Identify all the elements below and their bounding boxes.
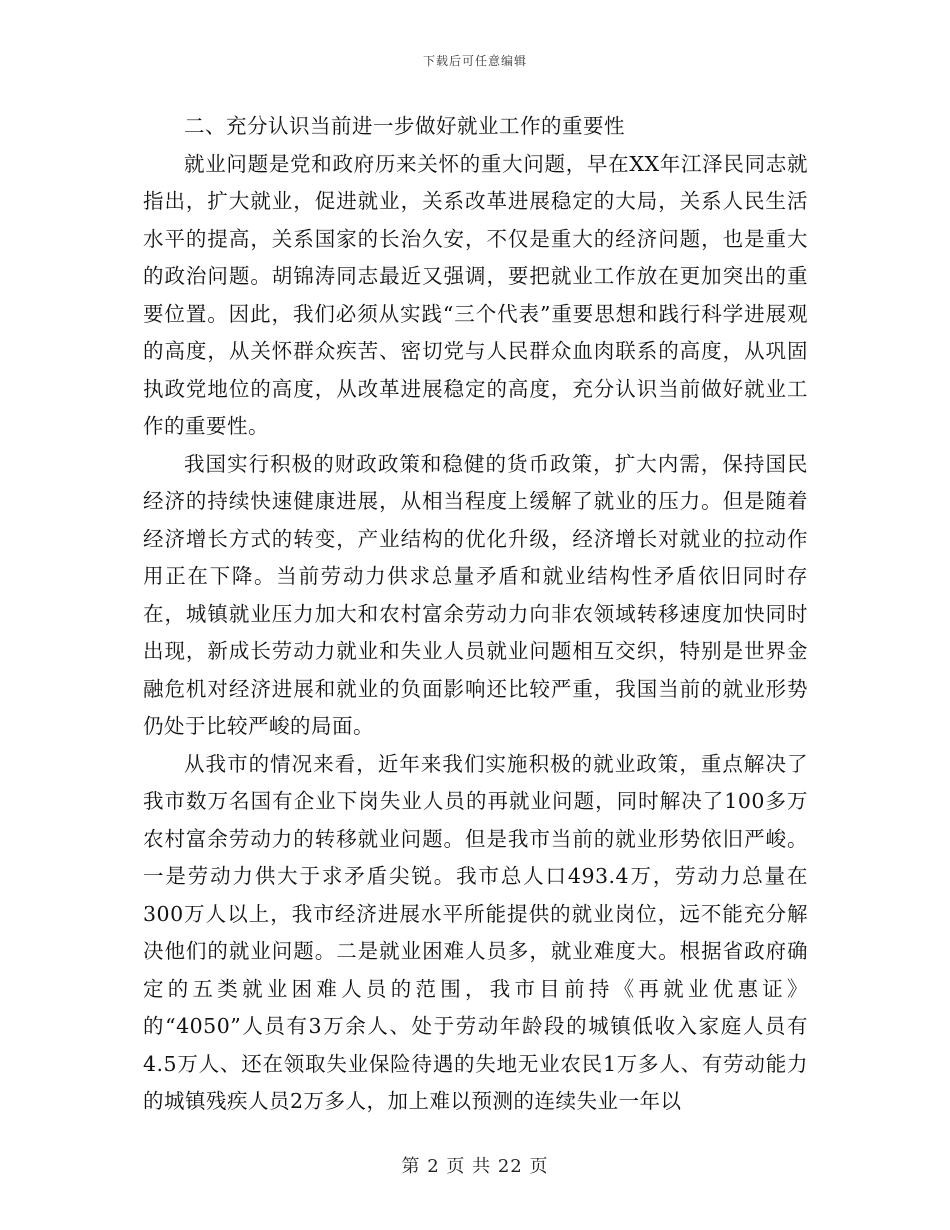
- paragraph-2: 我国实行积极的财政政策和稳健的货币政策，扩大内需，保持国民经济的持续快速健康进展，从相当程度上缓解了就业的压力。但是随着经济增长方式的转变，产业结构的优化升级，经济增长对就业的拉动作用正在下降。当前劳动力供求总量矛盾和就业结构性矛盾依旧同时存在，城镇就业压力加大和农村富余劳动力向非农领域转移速度加快同时出现，新成长劳动力就业和失业人员就业问题相互交织，特别是世界金融危机对经济进展和就业的负面影响还比较严重，我国当前的就业形势仍处于比较严峻的局面。: [143, 451, 808, 738]
- header-note: 下载后可任意编辑: [422, 54, 527, 68]
- section-heading: 二、充分认识当前进一步做好就业工作的重要性: [184, 114, 625, 138]
- document-body: [143, 108, 808, 1121]
- page-number-footer: 第 2 页 共 22 页: [401, 1156, 549, 1177]
- paragraph-3: 从我市的情况来看，近年来我们实施积极的就业政策，重点解决了我市数万名国有企业下岗失业人员的再就业问题，同时解决了100多万农村富余劳动力的转移就业问题。但是我市当前的就业形势依旧严峻。一是劳动力供大于求矛盾尖锐。我市总人口493.4万，劳动力总量在300万人以上，我市经济进展水平所能提供的就业岗位，远不能充分解决他们的就业问题。二是就业困难人员多，就业难度大。根据省政府确定的五类就业困难人员的范围，我市目前持《再就业优惠证》的“4050”人员有3万余人、处于劳动年龄段的城镇低收入家庭人员有4.5万人、还在领取失业保险待遇的失地无业农民1万多人、有劳动能力的城镇残疾人员2万多人，加上难以预测的连续失业一年以: [143, 751, 808, 1113]
- paragraph-1: 就业问题是党和政府历来关怀的重大问题，早在XX年江泽民同志就指出，扩大就业，促进就业，关系改革进展稳定的大局，关系人民生活水平的提高，关系国家的长治久安，不仅是重大的经济问题，也是重大的政治问题。胡锦涛同志最近又强调，要把就业工作放在更加突出的重要位置。因此，我们必须从实践“三个代表”重要思想和践行科学进展观的高度，从关怀群众疾苦、密切党与人民群众血肉联系的高度，从巩固执政党地位的高度，从改革进展稳定的高度，充分认识当前做好就业工作的重要性。: [143, 151, 808, 438]
